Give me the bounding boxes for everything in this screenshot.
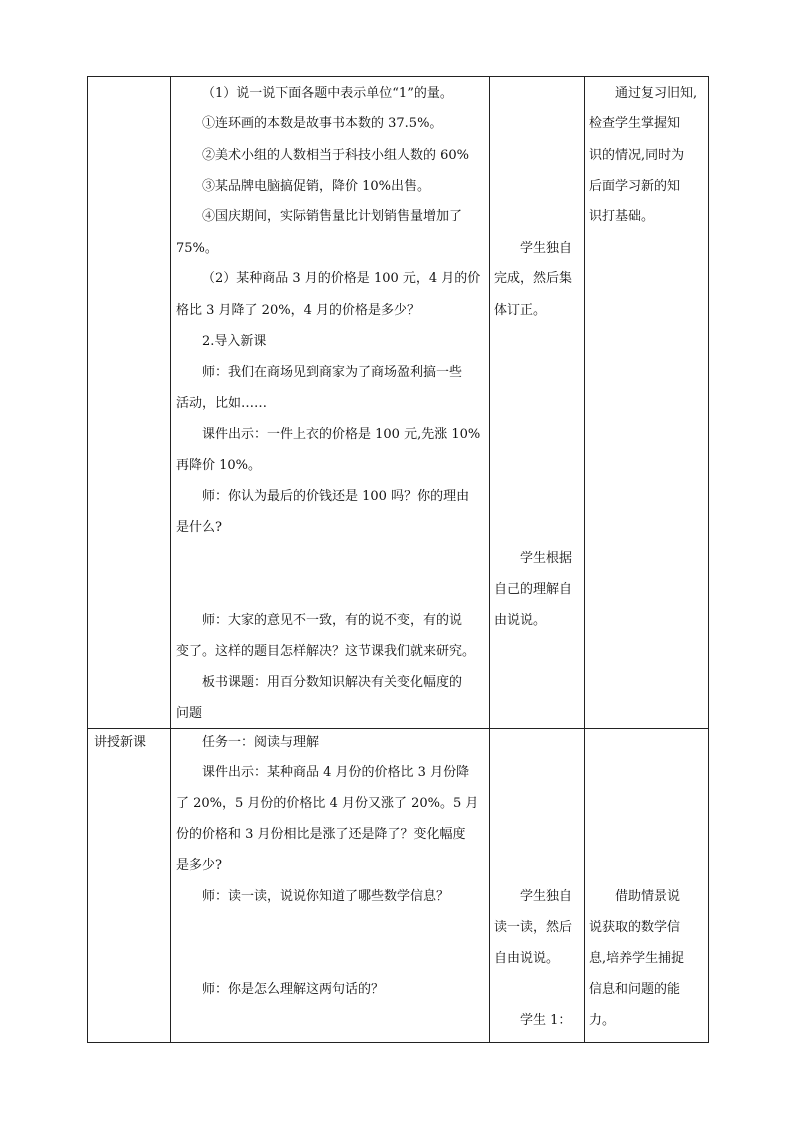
- content-line: 课件出示：某种商品 4 月份的价格比 3 月份降: [202, 765, 470, 780]
- intent-line: 识的情况,同时为: [589, 148, 685, 163]
- content-line: 师：你认为最后的价钱还是 100 吗？你的理由: [202, 489, 470, 504]
- content-line: 板书课题：用百分数知识解决有关变化幅度的: [202, 675, 463, 690]
- intent-line: 说获取的数学信: [589, 920, 681, 935]
- student-activity-cell: [490, 77, 585, 729]
- content-line: （2）某种商品 3 月的价格是 100 元，4 月的价: [202, 271, 481, 286]
- student-line: 读一读，然后: [494, 920, 573, 935]
- intent-line: 借助情景说: [615, 889, 681, 904]
- content-line: 再降价 10%。: [176, 458, 262, 473]
- content-line: 师：大家的意见不一致，有的说不变，有的说: [202, 613, 463, 628]
- content-line: ①连环画的本数是故事书本数的 37.5%。: [202, 116, 443, 131]
- content-line: （1）说一说下面各题中表示单位“1”的量。: [202, 86, 453, 101]
- table-row: [88, 77, 709, 729]
- lesson-plan-table: [87, 76, 709, 1043]
- student-line: 学生根据: [520, 551, 573, 566]
- student-line: 学生独自: [520, 889, 573, 904]
- content-line: ④国庆期间，实际销售量比计划销售量增加了: [202, 209, 463, 224]
- intent-line: 识打基础。: [589, 209, 655, 224]
- content-line: 格比 3 月降了 20%，4 月的价格是多少？: [176, 303, 420, 318]
- intent-line: 通过复习旧知,: [615, 86, 698, 101]
- table-row: [88, 729, 709, 1043]
- content-line: ②美术小组的人数相当于科技小组人数的 60%: [202, 148, 470, 163]
- content-line: 活动，比如……: [176, 396, 268, 411]
- student-line: 学生 1：: [520, 1013, 572, 1028]
- intent-line: 后面学习新的知: [589, 179, 681, 194]
- student-line: 自己的理解自: [494, 582, 573, 597]
- content-cell: [171, 729, 490, 1043]
- content-line: 份的价格和 3 月份相比是涨了还是降了？变化幅度: [176, 827, 466, 842]
- student-activity-cell: [490, 729, 585, 1043]
- content-line: 师：读一读，说说你知道了哪些数学信息？: [202, 889, 450, 904]
- student-line: 学生独自: [520, 241, 573, 256]
- content-line: 是什么?: [176, 520, 222, 535]
- content-line: 任务一：阅读与理解: [202, 735, 320, 750]
- stage-label: 讲授新课: [94, 735, 147, 750]
- content-line: 是多少?: [176, 858, 222, 873]
- content-line: ③某品牌电脑搞促销，降价 10%出售。: [202, 179, 431, 194]
- intent-line: 息,培养学生捕捉: [589, 951, 685, 966]
- intent-line: 信息和问题的能: [589, 982, 681, 997]
- content-line: 75%。: [176, 241, 218, 256]
- content-line: 课件出示：一件上衣的价格是 100 元,先涨 10%: [202, 427, 481, 442]
- content-line: 2.导入新课: [202, 334, 267, 349]
- content-line: 师：你是怎么理解这两句话的？: [202, 982, 385, 997]
- intent-line: 力。: [589, 1013, 616, 1028]
- stage-cell: [88, 729, 171, 1043]
- intent-line: 检查学生掌握知: [589, 116, 681, 131]
- design-intent-cell: [585, 77, 709, 729]
- content-line: 变了。这样的题目怎样解决？这节课我们就来研究。: [176, 644, 476, 659]
- student-line: 由说说。: [494, 613, 547, 628]
- student-line: 完成，然后集: [494, 271, 573, 286]
- student-line: 自由说说。: [494, 951, 560, 966]
- design-intent-cell: [585, 729, 709, 1043]
- content-line: 师：我们在商场见到商家为了商场盈利搞一些: [202, 365, 463, 380]
- student-line: 体订正。: [494, 303, 547, 318]
- content-cell: [171, 77, 490, 729]
- stage-cell: [88, 77, 171, 729]
- content-line: 了 20%，5 月份的价格比 4 月份又涨了 20%。5 月: [176, 796, 479, 811]
- content-line: 问题: [176, 706, 203, 721]
